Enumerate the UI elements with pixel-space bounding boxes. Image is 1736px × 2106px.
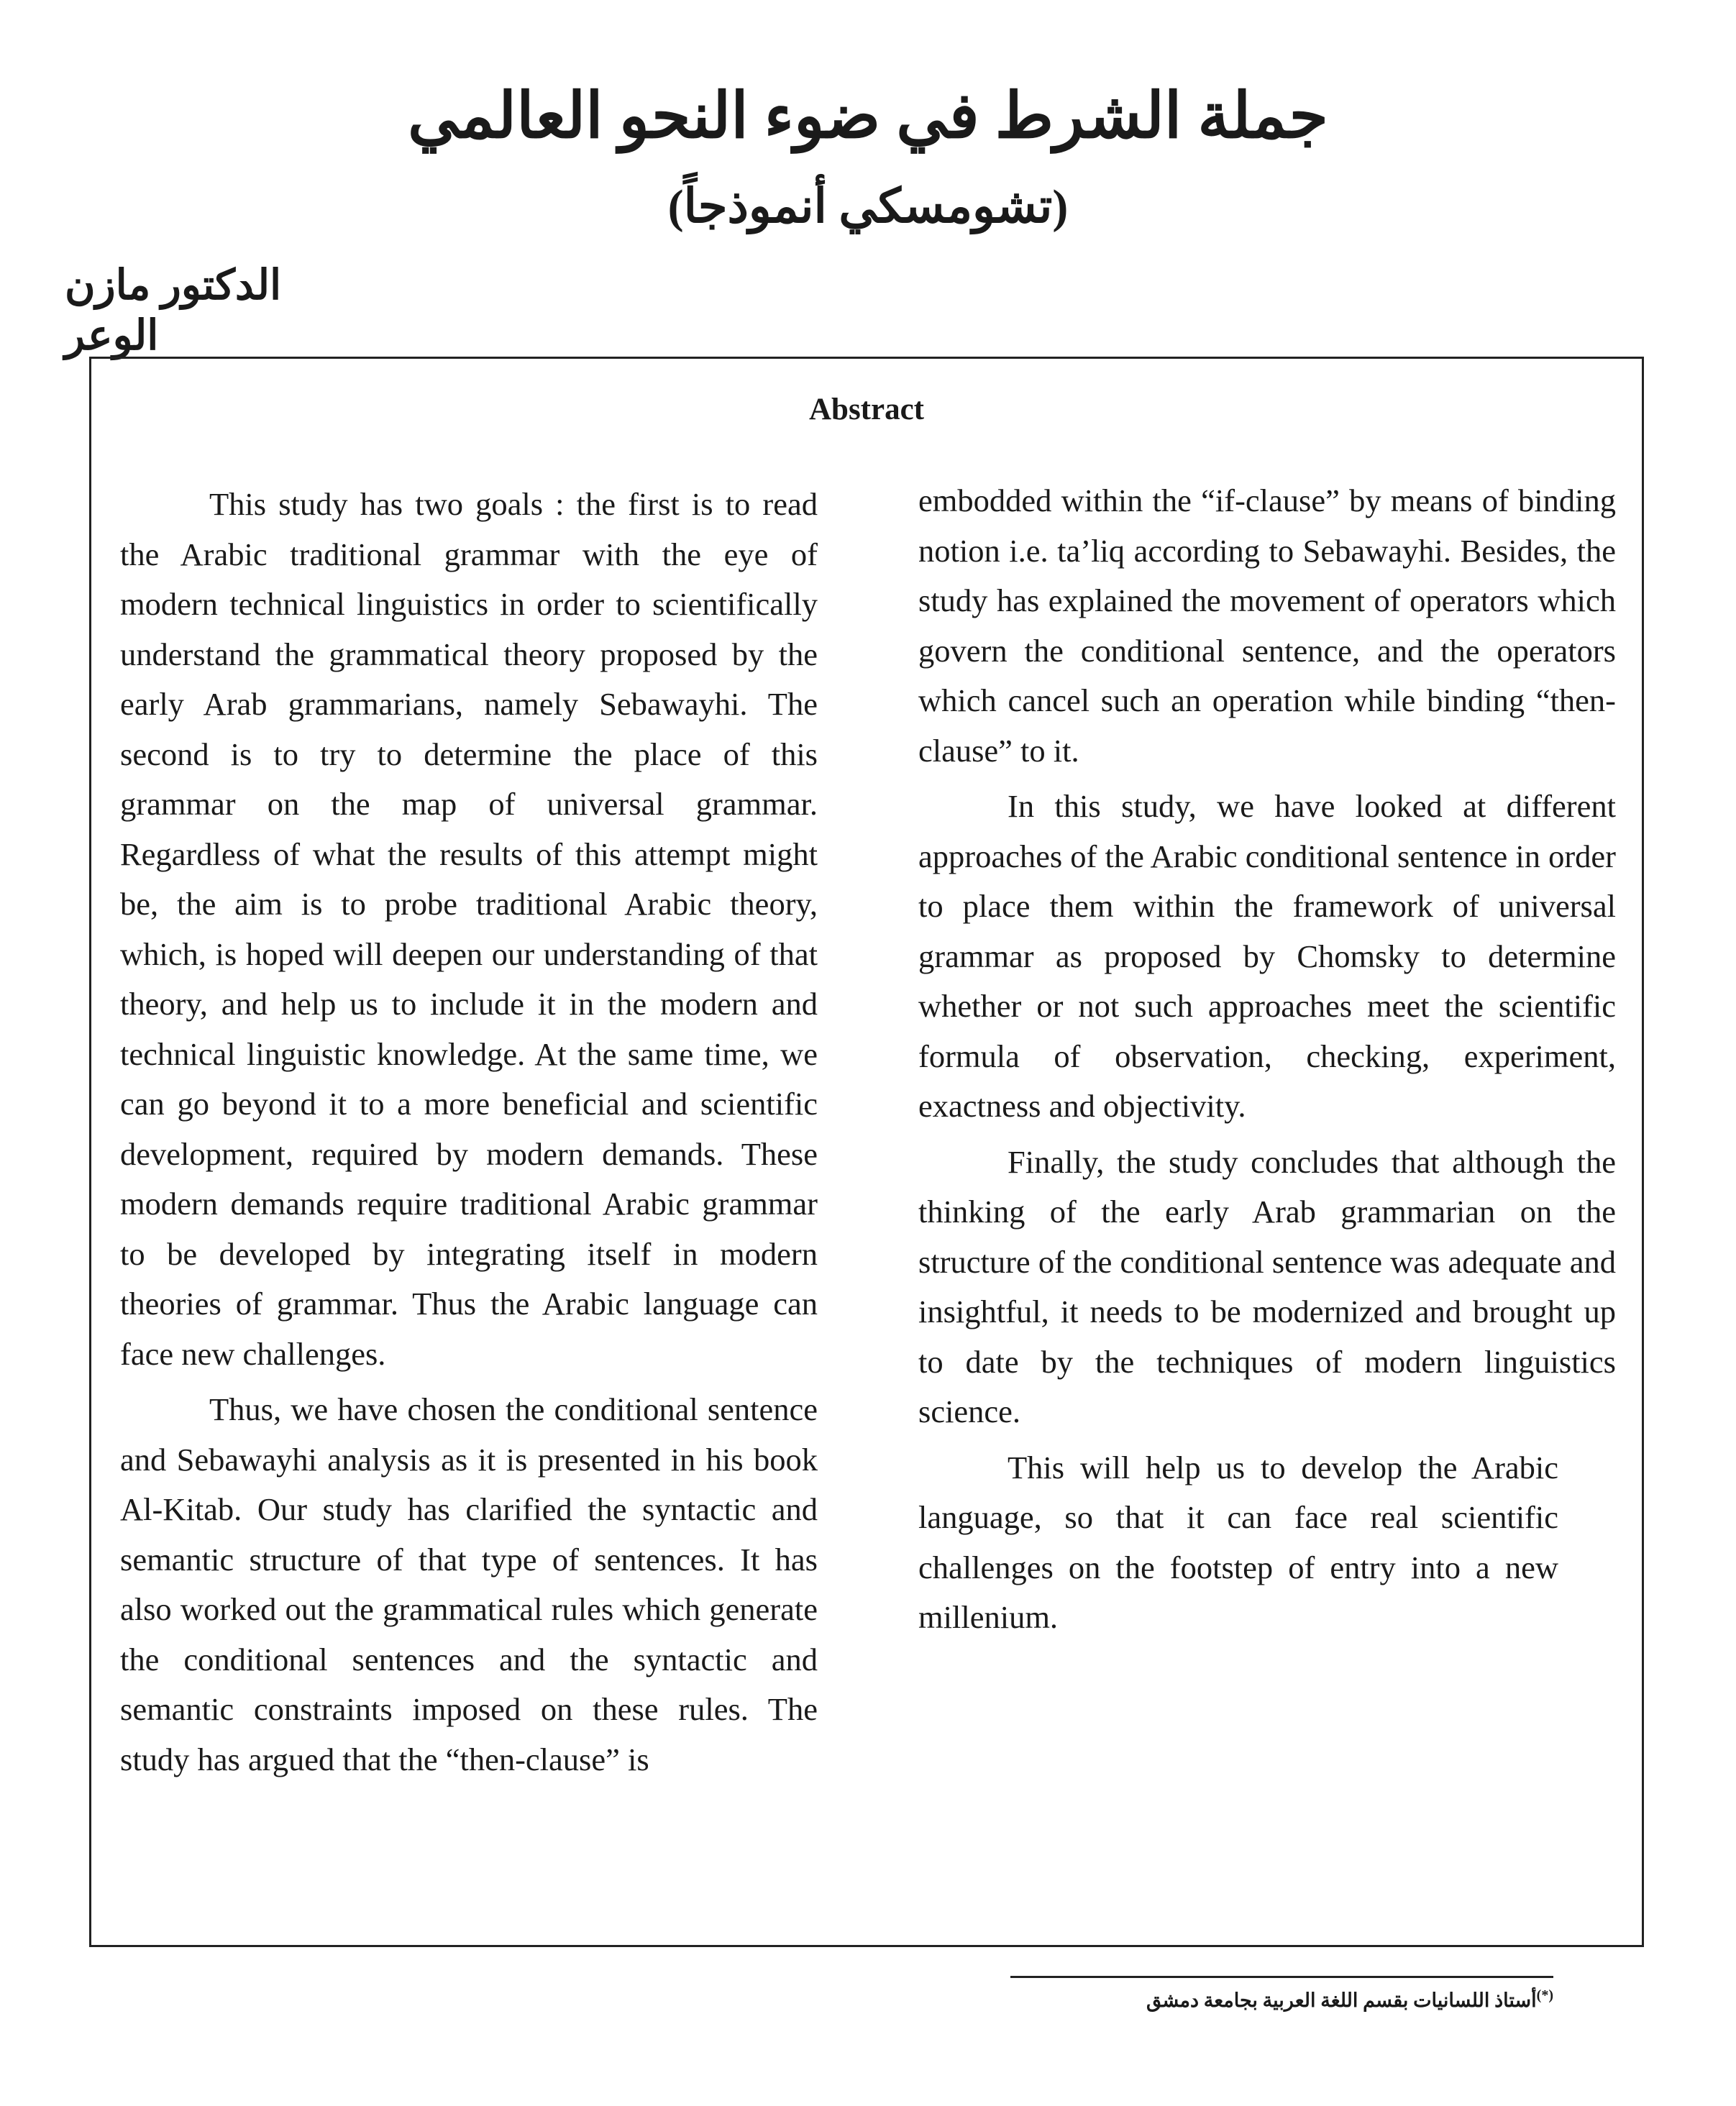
abstract-right-column [918,476,1616,1649]
abstract-heading: Abstract [808,393,924,426]
abstract-paragraph: Thus, we have chosen the conditional sentence and Sebawayhi analysis as it is presented in his book Al-Kitab. Our study has clarified the syntactic and semantic structure of that type of sentences. It has also worked out the grammatical rules which generate the conditional sentences and the syntactic and semantic constraints imposed on these rules. The study has argued that the “then-clause” is [120,1391,818,1777]
footnote-divider [1010,1976,1553,1978]
abstract-left-column [120,480,818,1790]
abstract-paragraph: Finally, the study concludes that although the thinking of the early Arab grammarian on the structure of the conditional sentence was adequate and insightful, it needs to be modernized and brought up to date by the techniques of modern linguistics science. [918,1143,1616,1429]
article-title: جملة الشرط في ضوء النحو العالمي [408,82,1328,152]
article-subtitle: (تشومسكي أنموذجاً) [667,180,1069,233]
footnote-marker: (*) [1536,1987,1553,2003]
footnote [1010,1986,1553,2013]
abstract-paragraph: embodded within the “if-clause” by means of binding notion i.e. ta’liq according to Sebawayhi. Besides, the study has explained the movement of operators which govern the conditional sentence, and the operators which cancel such an operation while binding “then-clause” to it. [918,482,1616,769]
footnote-text: أستاذ اللسانيات بقسم اللغة العربية بجامعة دمشق [1146,1990,1537,2011]
abstract-paragraph: In this study, we have looked at different approaches of the Arabic conditional sentence in order to place them within the framework of universal grammar as proposed by Chomsky to determine whether or not such approaches meet the scientific formula of observation, checking, experiment, exactness and objectivity. [918,788,1616,1124]
abstract-box [89,357,1644,1947]
abstract-paragraph: This study has two goals : the first is to read the Arabic traditional grammar with the eye of modern technical linguistics in order to scientifically understand the grammatical theory proposed by the early Arab grammarians, namely Sebawayhi. The second is to try to determine the place of this grammar on the map of universal grammar. Regardless of what the results of this attempt might be, the aim is to probe traditional Arabic theory, which, is hoped will deepen our understanding of that theory, and help us to include it in the modern and technical linguistic knowledge. At the same time, we can go beyond it to a more beneficial and scientific development, required by modern demands. These modern demands require traditional Arabic grammar to be developed by integrating itself in modern theories of grammar. Thus the Arabic language can face new challenges. [120,486,818,1372]
abstract-paragraph: This will help us to develop the Arabic language, so that it can face real scientific challenges on the footstep of entry into a new millenium. [918,1449,1558,1635]
author-name: الدكتور مازن الوعر [65,262,282,359]
